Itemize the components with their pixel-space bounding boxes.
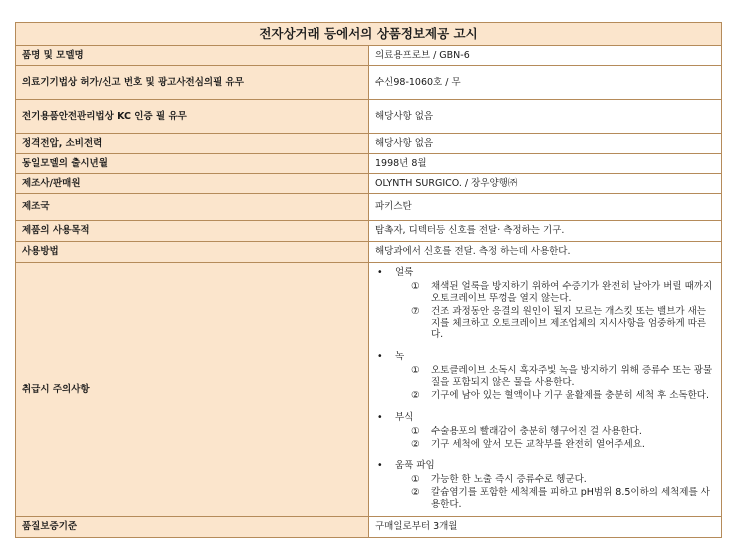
table-row bbox=[16, 516, 722, 537]
list-item bbox=[411, 306, 713, 342]
item-text: 기구에 남아 있는 혈액이나 기구 윤활제를 충분히 세척 후 소독한다. bbox=[431, 389, 709, 401]
row-label: 정격전압, 소비전력 bbox=[16, 134, 369, 154]
item-number: ① bbox=[411, 425, 420, 437]
row-label: 품명 및 모델명 bbox=[16, 46, 369, 66]
list-item bbox=[411, 487, 713, 511]
table-row bbox=[16, 242, 722, 263]
list-item bbox=[411, 281, 713, 305]
table-row bbox=[16, 100, 722, 134]
item-number: ② bbox=[411, 438, 420, 450]
table-title: 전자상거래 등에서의 상품정보제공 고시 bbox=[16, 23, 722, 46]
precaution-section-rust bbox=[375, 351, 713, 402]
table-row bbox=[16, 46, 722, 66]
row-value: 파키스탄 bbox=[369, 194, 722, 221]
precaution-section-stain bbox=[375, 267, 713, 341]
table-row bbox=[16, 221, 722, 242]
table-row bbox=[16, 66, 722, 100]
bullet-icon: • bbox=[377, 460, 383, 472]
item-text: 칼슘염기를 포함한 세척제를 피하고 pH범위 8.5이하의 세척제를 사용한다. bbox=[431, 487, 710, 510]
item-text: 기구 세척에 앞서 모든 교착부를 완전히 열어주세요. bbox=[431, 438, 645, 450]
row-value: 수신98-1060호 / 무 bbox=[369, 66, 722, 100]
row-value: 해당사항 없음 bbox=[369, 100, 722, 134]
product-info-table bbox=[15, 22, 722, 538]
section-title: 얼룩 bbox=[395, 267, 414, 278]
precautions-content bbox=[369, 263, 722, 517]
precaution-section-corrosion bbox=[375, 412, 713, 451]
warranty-value: 구매일로부터 3개월 bbox=[369, 516, 722, 537]
item-text: 수술용포의 빨래감이 충분히 헹구어진 걸 사용한다. bbox=[431, 425, 642, 437]
warranty-label: 품질보증기준 bbox=[16, 516, 369, 537]
list-item bbox=[411, 390, 713, 402]
table-row bbox=[16, 174, 722, 194]
row-label: 전기용품안전관리법상 KC 인증 필 유무 bbox=[16, 100, 369, 134]
item-text: 채색된 얼룩을 방지하기 위하여 수증기가 완전히 날아가 버릴 때까지 오토크레이브 뚜껑을 열지 않는다. bbox=[431, 280, 713, 304]
row-label: 의료기기법상 허가/신고 번호 및 광고사전심의필 유무 bbox=[16, 66, 369, 100]
section-title: 움푹 파임 bbox=[395, 460, 435, 472]
precautions-label: 취급시 주의사항 bbox=[16, 263, 369, 517]
bullet-icon: • bbox=[377, 411, 383, 423]
row-label: 동일모델의 출시년월 bbox=[16, 154, 369, 174]
item-number: ① bbox=[411, 474, 420, 486]
row-label: 사용방법 bbox=[16, 242, 369, 263]
list-item bbox=[411, 439, 713, 451]
item-number: ② bbox=[411, 389, 420, 401]
precaution-section-pitting bbox=[375, 460, 713, 511]
section-title: 녹 bbox=[395, 351, 405, 363]
product-info-notice bbox=[15, 22, 722, 538]
item-text: 오토클레이브 소독시 흑자주빛 녹을 방지하기 위해 증류수 또는 광물질을 포함되지 않은 물을 사용한다. bbox=[431, 365, 713, 388]
list-item bbox=[411, 426, 713, 438]
precautions-row bbox=[16, 263, 722, 517]
bullet-icon: • bbox=[377, 351, 383, 363]
row-value: 해당사항 없음 bbox=[369, 134, 722, 154]
row-label: 제품의 사용목적 bbox=[16, 221, 369, 242]
row-value: 해당과에서 신호를 전달. 측정 하는데 사용한다. bbox=[369, 242, 722, 263]
row-value: 탐촉자, 디텍터등 신호를 전달· 측정하는 기구. bbox=[369, 221, 722, 242]
list-item bbox=[411, 365, 713, 389]
row-value: 의료용프로브 / GBN-6 bbox=[369, 46, 722, 66]
title-row bbox=[16, 23, 722, 46]
bullet-icon: • bbox=[377, 267, 383, 278]
row-value: OLYNTH SURGICO. / 장우양행㈜ bbox=[369, 174, 722, 194]
item-text: 건조 과정동안 응결의 원인이 될지 모르는 개스킷 또는 밸브가 새는지를 체크하고 오토크레이브 제조업체의 지시사항을 엄중하게 따른다. bbox=[431, 305, 707, 341]
item-number: ② bbox=[411, 487, 420, 499]
table-row bbox=[16, 194, 722, 221]
item-text: 가능한 한 노출 즉시 증류수로 헹군다. bbox=[431, 474, 587, 486]
table-row bbox=[16, 134, 722, 154]
section-title: 부식 bbox=[395, 411, 414, 423]
row-label: 제조사/판매원 bbox=[16, 174, 369, 194]
row-label: 제조국 bbox=[16, 194, 369, 221]
item-number: ⑦ bbox=[411, 305, 420, 317]
item-number: ① bbox=[411, 365, 420, 377]
item-number: ① bbox=[411, 280, 420, 292]
row-value: 1998년 8월 bbox=[369, 154, 722, 174]
list-item bbox=[411, 474, 713, 486]
table-row bbox=[16, 154, 722, 174]
